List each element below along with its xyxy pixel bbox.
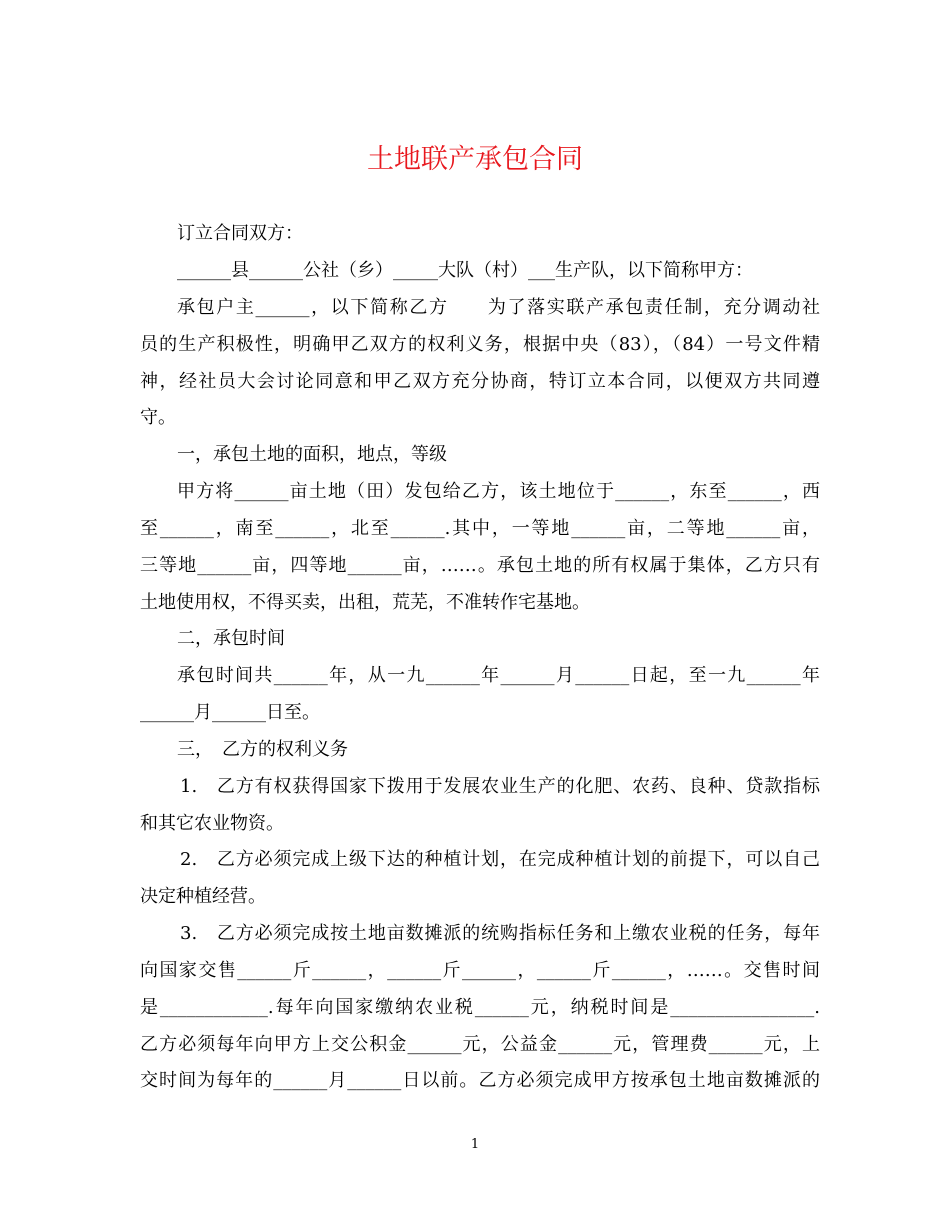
text-line: ______月______日至。 <box>140 702 320 723</box>
text-line: 三等地______亩，四等地______亩，……。承包土地的所有权属于集体，乙方只有 <box>140 555 820 576</box>
text-line: 是____________.每年向国家缴纳农业税______元，纳税时间是________________. <box>140 997 820 1018</box>
text-line: 承包户主______，以下简称乙方 为了落实联产承包责任制，充分调动社 <box>177 297 820 318</box>
text-line: 乙方必须每年向甲方上交公积金______元，公益金______元，管理费______元，上 <box>140 1034 820 1055</box>
text-line: 决定种植经营。 <box>140 886 266 907</box>
section-heading: 一，承包土地的面积，地点，等级 <box>177 444 447 465</box>
text-line: 1. 乙方有权获得国家下拨用于发展农业生产的化肥、农药、良种、贷款指标 <box>180 776 820 797</box>
text-line: 甲方将______亩土地（田）发包给乙方，该土地位于______，东至______，西 <box>177 481 820 502</box>
text-line: 向国家交售______斤______，______斤______，______斤______，……。交售时间 <box>140 960 820 981</box>
document-title: 土地联产承包合同 <box>367 144 583 175</box>
text-line: 承包时间共______年，从一九______年______月______日起，至一九______年 <box>177 665 820 686</box>
page-number: 1 <box>470 1137 480 1152</box>
text-line: 员的生产积极性，明确甲乙双方的权利义务，根据中央（83），（84）一号文件精 <box>140 334 820 355</box>
section-heading: 二，承包时间 <box>177 628 285 649</box>
text-line: 2. 乙方必须完成上级下达的种植计划，在完成种植计划的前提下，可以自己 <box>180 849 820 870</box>
text-line: ______县______公社（乡）_____大队（村）___生产队，以下简称甲方： <box>177 260 753 281</box>
text-line: 订立合同双方： <box>177 223 303 244</box>
text-line: 和其它农业物资。 <box>140 813 284 834</box>
section-heading: 三， 乙方的权利义务 <box>177 739 348 760</box>
text-line: 守。 <box>140 407 176 428</box>
text-line: 3. 乙方必须完成按土地亩数摊派的统购指标任务和上缴农业税的任务，每年 <box>180 923 820 944</box>
text-line: 至______，南至______，北至______.其中，一等地______亩，二等地______亩， <box>140 518 820 539</box>
text-line: 神，经社员大会讨论同意和甲乙双方充分协商，特订立本合同，以便双方共同遵 <box>140 371 820 392</box>
text-line: 交时间为每年的______月______日以前。乙方必须完成甲方按承包土地亩数摊派的 <box>140 1070 820 1091</box>
text-line: 土地使用权，不得买卖，出租，荒芜，不准转作宅基地。 <box>140 592 590 613</box>
